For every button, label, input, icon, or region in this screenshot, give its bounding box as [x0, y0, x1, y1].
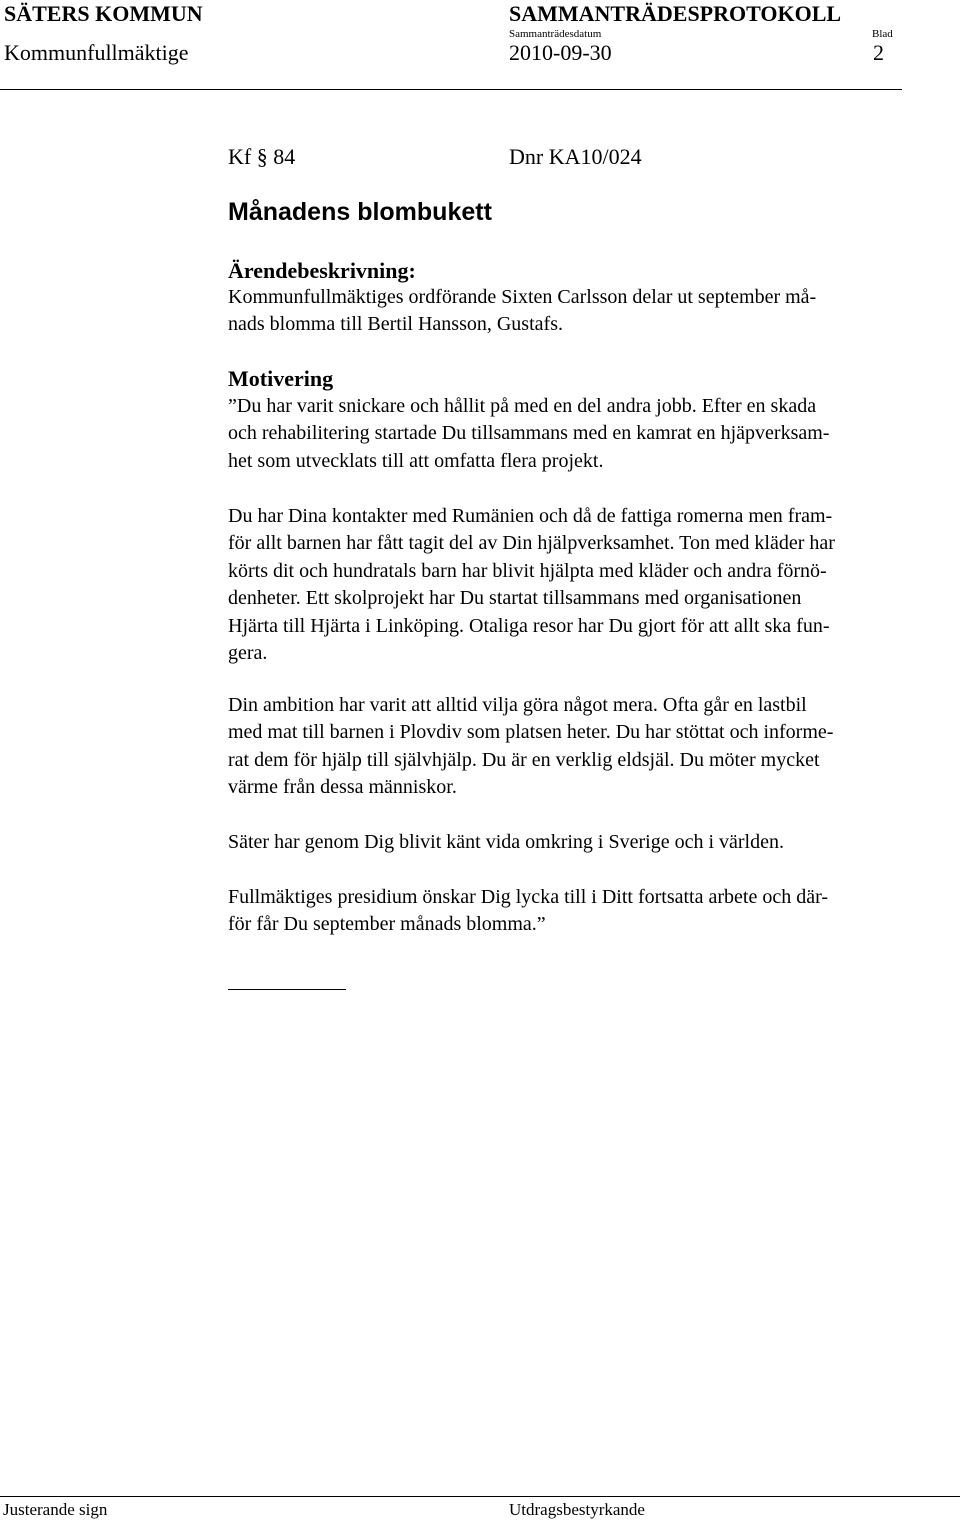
motivation-paragraph-2 [228, 503, 948, 667]
page-label: Blad [872, 28, 893, 40]
case-dnr: Dnr KA10/024 [509, 144, 642, 169]
text-line: för allt barnen har fått tagit del av Din hjälpverksamhet. Ton med kläder har [228, 532, 835, 555]
meeting-date: 2010-09-30 [509, 40, 612, 65]
motivation-paragraph-1 [228, 393, 948, 475]
motivation-paragraph-5 [228, 884, 948, 939]
text-line: värme från dessa människor. [228, 776, 457, 799]
header-divider [0, 89, 902, 90]
text-line: med mat till barnen i Plovdiv som platsen heter. Du har stöttat och informe- [228, 721, 834, 744]
case-number: Kf § 84 [228, 144, 296, 169]
text-line: för får Du september månads blomma.” [228, 913, 546, 936]
text-line: Hjärta till Hjärta i Linköping. Otaliga resor har Du gjort för att allt ska fun- [228, 614, 830, 637]
page-title: Månadens blombukett [228, 198, 492, 226]
description-text [228, 284, 948, 339]
footer-utdragsbestyrkande: Utdragsbestyrkande [509, 1500, 645, 1519]
text-line: Kommunfullmäktiges ordförande Sixten Carlsson delar ut september må- [228, 286, 817, 308]
footer-divider [0, 1496, 960, 1497]
document-type: SAMMANTRÄDESPROTOKOLL [509, 1, 842, 26]
motivation-paragraph-4 [228, 829, 948, 856]
text-line: körts dit och hundratals barn har blivit hjälpta med kläder och andra förnö- [228, 559, 827, 582]
text-line: Du har Dina kontakter med Rumänien och då de fattiga romerna men fram- [228, 505, 833, 527]
text-line: Säter har genom Dig blivit känt vida omkring i Sverige och i världen. [228, 831, 784, 853]
description-label: Ärendebeskrivning: [228, 258, 416, 283]
text-line: och rehabilitering startade Du tillsammans med en kamrat en hjäpverksam- [228, 422, 830, 445]
motivation-label: Motivering [228, 366, 334, 391]
text-line: Fullmäktiges presidium önskar Dig lycka till i Ditt fortsatta arbete och där- [228, 886, 829, 908]
text-line: denheter. Ett skolprojekt har Du startat tillsammans med organisationen [228, 587, 802, 610]
text-line: gera. [228, 641, 268, 664]
footer-justerande-sign: Justerande sign [3, 1500, 108, 1519]
section-end-divider [228, 989, 346, 990]
text-line: ”Du har varit snickare och hållit på med en del andra jobb. Efter en skada [228, 395, 817, 417]
organization-name: SÄTERS KOMMUN [4, 1, 203, 26]
text-line: rat dem för hjälp till självhjälp. Du är en verklig eldsjäl. Du möter mycket [228, 748, 820, 771]
text-line: nads blomma till Bertil Hansson, Gustafs. [228, 313, 563, 336]
date-label: Sammanträdesdatum [509, 28, 602, 40]
motivation-paragraph-3 [228, 692, 948, 802]
page-number: 2 [873, 40, 884, 65]
body-name: Kommunfullmäktige [4, 40, 189, 65]
text-line: Din ambition har varit att alltid vilja göra något mera. Ofta går en lastbil [228, 694, 807, 716]
text-line: het som utvecklats till att omfatta flera projekt. [228, 449, 604, 472]
